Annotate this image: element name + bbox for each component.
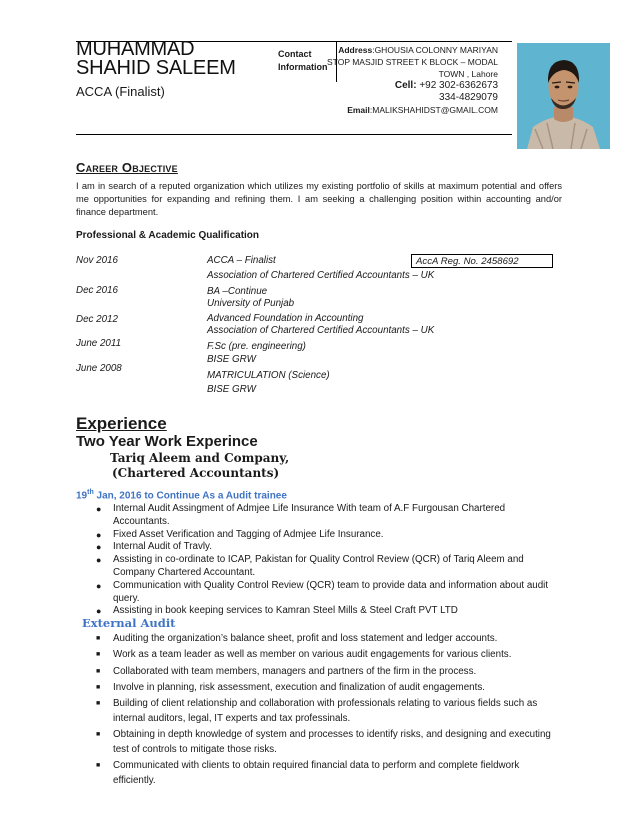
list-item: ● Internal Audit of Travly. — [96, 541, 212, 553]
qualification-line: Association of Chartered Certified Accountants – UK — [207, 270, 435, 281]
qualification-line: Association of Chartered Certified Accountants – UK — [207, 325, 435, 336]
list-item: ■ Involve in planning, risk assessment, execution and finalization of audit engagements. — [96, 681, 485, 693]
list-item: ● Assisting in book keeping services to Kamran Steel Mills & Steel Craft PVT LTD — [96, 605, 458, 617]
candidate-name — [76, 40, 276, 78]
name-line-1: MUHAMMAD — [76, 38, 195, 60]
profile-photo — [517, 43, 610, 149]
qualification-line: ACCA – Finalist — [207, 255, 276, 266]
external-audit-list — [96, 632, 564, 790]
trainee-period-heading: 19th Jan, 2016 to Continue As a Audit trainee — [76, 489, 287, 502]
candidate-title: ACCA (Finalist) — [76, 84, 165, 99]
qualification-heading: Professional & Academic Qualification — [76, 230, 260, 241]
qualification-line: BISE GRW — [207, 384, 256, 395]
qualification-line: MATRICULATION (Science) — [207, 370, 330, 381]
list-item: ■ Obtaining in depth knowledge of system and processes to identify risks, and designing and executing test of controls to mitigate those risks. — [96, 729, 551, 756]
list-item: ■ Communicated with clients to obtain required financial data to perform and complete fieldwork efficiently. — [96, 760, 520, 787]
qualification-line: University of Punjab — [207, 298, 295, 309]
list-item: ● Communication with Quality Control Review (QCR) team to provide data and information about audit query. — [96, 579, 549, 604]
career-objective-heading: Career Objective — [76, 160, 178, 175]
contact-information-label: Contact Information — [278, 49, 328, 72]
cell-line-1: Cell: +92 302-6362673 — [394, 80, 498, 91]
work-experience-subheading: Two Year Work Experince — [76, 433, 258, 450]
address-line-3: TOWN , Lahore — [438, 69, 498, 79]
email-line[interactable]: Email:MALIKSHAHIDST@GMAIL.COM — [347, 105, 498, 115]
qualification-line: BA –Continue — [207, 286, 268, 297]
qualification-date: Dec 2016 — [76, 285, 118, 296]
qualification-date: Nov 2016 — [76, 255, 118, 266]
qualification-line: Advanced Foundation in Accounting — [207, 313, 364, 324]
career-objective-text: I am in search of a reputed organization which utilizes my existing portfolio of skills at maximum potential and offers me opportunities for expanding and refining them. I am seeking a challenging position within accounting and/or finance department. — [76, 181, 562, 217]
qualification-date: Dec 2012 — [76, 314, 118, 325]
list-item: ■ Auditing the organization’s balance sheet, profit and loss statement and ledger accounts. — [96, 633, 498, 644]
external-audit-heading: External Audit — [82, 616, 176, 630]
qualification-line: F.Sc (pre. engineering) — [207, 341, 306, 352]
contact-details — [318, 44, 498, 116]
list-item: ■ Collaborated with team members, managers and partners of the firm in the process. — [96, 665, 477, 677]
cell-line-2: 334-4829079 — [439, 92, 498, 103]
address-line-2: STOP MASJID STREET K BLOCK – MODAL — [327, 57, 498, 67]
address-line-1: Address:GHOUSIA COLONNY MARIYAN — [338, 45, 498, 55]
header-bottom-rule — [76, 134, 512, 135]
list-item: ■ Work as a team leader as well as member on various audit engagements for various clients. — [96, 649, 512, 661]
portrait-image — [517, 43, 610, 149]
qualification-date: June 2008 — [76, 363, 122, 374]
qualification-line: BISE GRW — [207, 354, 256, 365]
list-item: ● Fixed Asset Verification and Tagging of Admjee Life Insurance. — [96, 528, 384, 540]
acca-registration-box: AccA Reg. No. 2458692 — [411, 254, 553, 268]
list-item: ● Internal Audit Assingment of Admjee Life Insurance With team of A.F Furgousan Chartered Accountants. — [96, 503, 506, 527]
experience-heading: Experience — [76, 414, 167, 433]
qualification-date: June 2011 — [76, 338, 122, 349]
trainee-duties-list — [96, 503, 561, 618]
name-line-2: SHAHID SALEEM — [76, 57, 236, 79]
list-item: ● Assisting in co-ordinate to ICAP, Pakistan for Quality Control Review (QCR) of Tariq Aleem and Company Chartered Accountant. — [96, 554, 524, 578]
list-item: ■ Building of client relationship and collaboration with professionals relating to various fields such as internal auditors, legal, IT experts and tax professinals. — [96, 698, 538, 724]
company-name: Tariq Aleem and Company, (Chartered Accountants) — [110, 451, 290, 480]
